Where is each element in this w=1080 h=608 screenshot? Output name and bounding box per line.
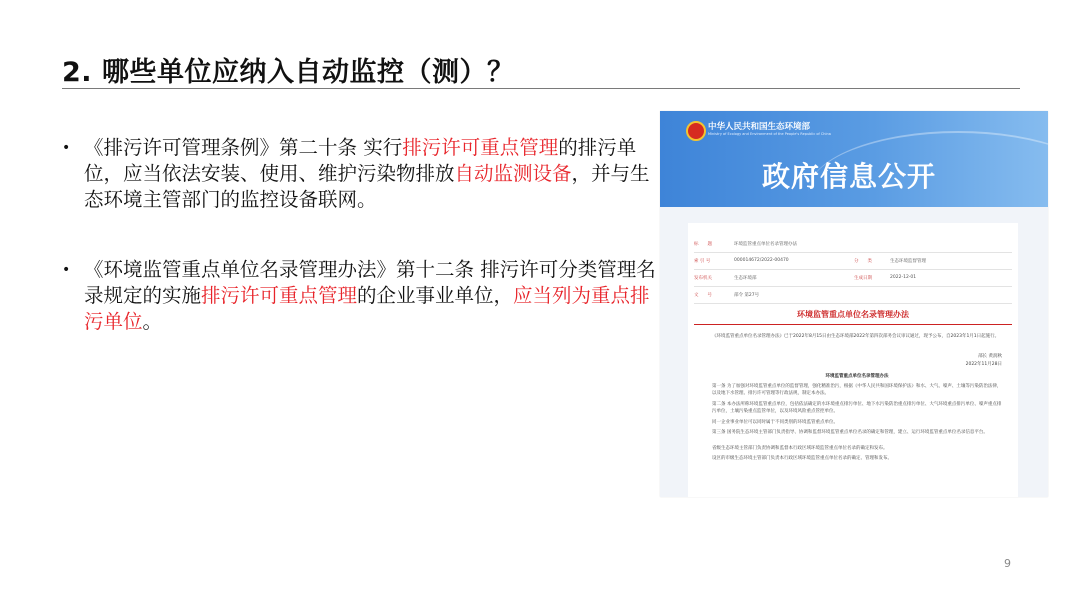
meta-separator: [694, 252, 1012, 253]
meta-value: 生态环境监督管理: [890, 259, 926, 264]
bullet-highlight: 自动监测设备: [454, 162, 572, 185]
meta-value: 2022-12-01: [890, 275, 917, 280]
bullet-highlight: 排污许可重点管理: [402, 136, 559, 159]
document-title-rule: [694, 324, 1012, 325]
ministry-name: 中华人民共和国生态环境部: [708, 122, 811, 132]
document-title: 环境监管重点单位名录管理办法: [797, 310, 909, 319]
bullet-marker: •: [62, 262, 71, 278]
meta-key: 分 类: [854, 259, 872, 264]
ministry-english-name: Ministry of Ecology and Environment of the People's Republic of China: [708, 132, 831, 136]
bullet-text-part: 的企业事业单位，: [357, 284, 514, 307]
article-paragraph: 第一条 为了加强对环境监管重点单位的监督管理，强化精准治污，根据《中华人民共和国环境保护法》和水、大气、噪声、土壤等污染防治法律，以及地下水管理、排污许可管理等行政法规，制定本办法。: [712, 384, 1002, 396]
meta-separator: [694, 303, 1012, 304]
bullet-highlight: 排污许可重点管理: [201, 284, 358, 307]
meta-key: 索 引 号: [694, 259, 711, 264]
bullet-item-1: [62, 135, 662, 213]
meta-row: [694, 271, 1012, 285]
article-paragraph: 省级生态环境主管部门负责协调和监督本行政区域环境监管重点单位名录的确定和发布。: [712, 446, 888, 451]
meta-row: [694, 237, 1012, 251]
title-divider: [62, 88, 1020, 89]
meta-value: 部令 第27号: [734, 293, 760, 298]
meta-key: 标 题: [694, 242, 712, 247]
meta-row: [694, 288, 1012, 302]
meta-value: 环境监管重点单位名录管理办法: [734, 242, 797, 247]
bullet-item-2: [62, 257, 662, 335]
bullet-text: [62, 135, 662, 213]
section-title: 环境监管重点单位名录管理办法: [825, 374, 889, 379]
meta-value: 000014672/2022-00470: [734, 258, 789, 263]
article-paragraph: 第二条 本办法所称环境监管重点单位，包括依法确定的水环境重点排污单位、地下水污染防治重点排污单位、大气环境重点排污单位、噪声重点排污单位，土壤污染重点监管单位，以及环境风险重点管控单位。: [712, 402, 1002, 414]
bullet-text-part: 。: [142, 310, 163, 333]
meta-separator: [694, 269, 1012, 270]
meta-separator: [694, 286, 1012, 287]
article-paragraph: 第三条 国务院生态环境主管部门负责指导、协调和监督环境监管重点单位名录的确定和管理，建立、运行环境监管重点单位名录信息平台。: [712, 430, 988, 435]
meta-key: 生成日期: [854, 276, 872, 281]
bullet-text-part: 《排污许可管理条例》第二十条 实行: [84, 136, 403, 159]
document-screenshot: [660, 111, 1048, 497]
bullet-text-part: 的排污单位，应当依法安装、使用、维护污染物排放: [84, 136, 637, 185]
sign-date: 2022年11月28日: [965, 362, 1002, 367]
meta-row: [694, 254, 1012, 268]
signer: 部长 黄润秋: [978, 354, 1002, 359]
slide-title: 2. 哪些单位应纳入自动监控（测）？: [62, 57, 515, 88]
intro-paragraph: 《环境监管重点单位名录管理办法》已于2022年8月15日由生态环境部2022年第四次部务会议审议通过，现予公布，自2023年1月1日起施行。: [712, 334, 1000, 339]
national-emblem-icon: [686, 121, 706, 141]
bullet-text-part: ，并与生态环境主管部门的监控设备联网。: [84, 162, 650, 211]
meta-key: 文 号: [694, 293, 712, 298]
gov-info-banner: [660, 111, 1048, 207]
meta-value: 生态环境部: [734, 276, 757, 281]
article-paragraph: 设区的市级生态环境主管部门负责本行政区域环境监管重点单位名录的确定、管理和发布。: [712, 456, 892, 461]
meta-key: 发布机关: [694, 276, 712, 281]
bullet-highlight: 应当列为重点排污单位: [84, 284, 650, 333]
bullet-text: [62, 257, 662, 335]
banner-title: 政府信息公开: [762, 160, 937, 193]
page-number: 9: [1004, 557, 1011, 570]
bullet-text-part: 《环境监管重点单位名录管理办法》第十二条 排污许可分类管理名录规定的实施: [84, 258, 656, 307]
bullet-marker: •: [62, 140, 71, 156]
document-body: [688, 223, 1018, 497]
article-paragraph: 同一企业事业单位可以同时属于不同类别的环境监管重点单位。: [712, 420, 838, 425]
